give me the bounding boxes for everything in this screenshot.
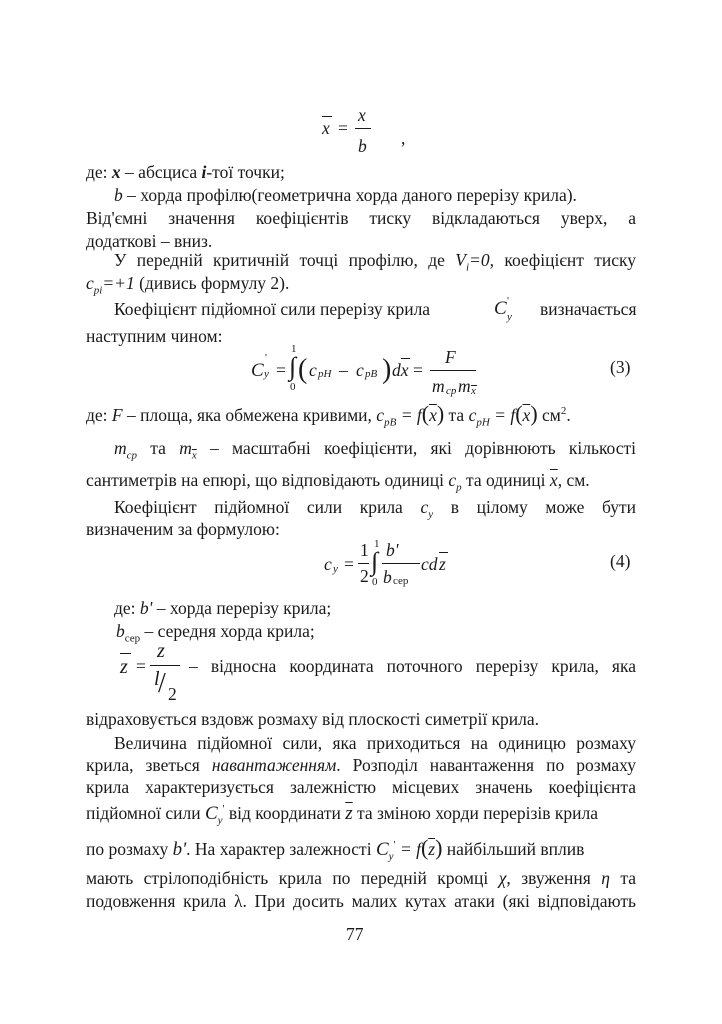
eq-lhs: x	[322, 118, 330, 138]
fraction-bar	[430, 370, 476, 371]
text-line: де: F – площа, яка обмежена кривими, $c_{pB} = f(\overline{x})$ та $c_{pH} = f(\overline{x})$ $см^2$.	[86, 401, 571, 429]
eq-equals: =	[338, 118, 348, 138]
text-line: Величина підйомної сили, яка приходиться на одиницю розмаху	[114, 733, 636, 753]
text-line: подовження крила λ. При досить малих кутах атаки (які відповідають	[86, 891, 636, 911]
text-line: У передній критичній точці профілю, де $V_i=0$, коефіцієнт тиску	[114, 250, 636, 274]
text-line: – відносна координата поточного перерізу крила, яка	[189, 656, 636, 676]
text-line: $b_{сер}$ – середня хорда крила;	[116, 621, 315, 645]
text-line: де: b' – хорда перерізу крила;	[114, 598, 332, 618]
eq-numerator: x	[358, 105, 366, 125]
text-line: де: x – абсциса i-тої точки;	[86, 162, 285, 182]
text-line: відраховується вздовж розмаху від плоскості симетрії крила.	[86, 709, 540, 729]
fraction-bar	[150, 665, 180, 666]
fraction-bar	[358, 563, 369, 564]
text-line: визначеним за формулою:	[86, 519, 280, 539]
text-line: по розмаху b'. На характер залежності $C_y' = f(\overline{z})$ найбільший вплив	[86, 835, 585, 863]
text-line: підйомної сили $C_y'$ від координати $\overline{z}$ та зміною хорди перерізів крила	[86, 803, 599, 827]
equation-number: (4)	[610, 551, 631, 571]
equation-number: (3)	[610, 357, 631, 377]
text-line: крила, зветься навантаженням. Розподіл навантаження по розмаху	[86, 755, 636, 775]
text-line: додаткові – вниз.	[86, 231, 213, 251]
text-line: крила характеризується залежністю місцевих значень коефіцієнта	[86, 777, 636, 797]
eq-comma: ,	[401, 128, 406, 148]
text-line: Коефіцієнт підйомної сили перерізу крила C y ' визначається	[114, 295, 637, 323]
text-line: Від'ємні значення коефіцієнтів тиску відкладаються уверх, а	[86, 208, 636, 228]
text-line: $c_{pi}=+1$ (дивись формулу 2).	[86, 273, 290, 297]
text-line: Коефіцієнт підйомної сили крила $c_y$ в цілому може бути	[114, 497, 637, 521]
text-line: b – хорда профілю(геометрична хорда даного перерізу крила).	[114, 185, 577, 205]
fraction-bar	[355, 128, 371, 129]
text-line: $m_{cp}$ та $m_{\overline{x}}$ – масштабні коефіцієнти, які дорівнюють кількості	[114, 438, 637, 462]
text-line: мають стрілоподібність крила по передній кромці χ, звуження η та	[86, 868, 636, 888]
eq-denominator: b	[358, 136, 367, 156]
fraction-bar	[382, 563, 420, 564]
text-line: сантиметрів на епюрі, що відповідають одиниці $c_p$ та одиниці $\overline{x}$, см.	[86, 470, 590, 494]
overbar	[322, 116, 332, 117]
text-line: наступним чином:	[86, 326, 223, 346]
document-page: x = x b , де: x – абсциса i-тої точки; b – хорда профілю(геометрична хорда даного перерізу крила). Від'ємні значення коефіцієнтів тиску відкладаються уверх, а додаткові – вниз. У передній критичній точці профілю, де $V_i=0$, коефіцієнт тиску $c_{pi}=+1$ (дивись формулу 2). Коефіцієнт підйомної сили перерізу крила C y ' визначається наступним чином: C y ' = 1 ∫ 0 ( c pH – c pB ) dx = F m cp m x (3) де: F – площа, яка обмежена кривими, $c_{pB} = f(\overline{x})$ та $c_{pH} = f(\overline{x})$ $см^2$. $m_{cp}$ та $m_{\overline{x}}$ – масштабні коефіцієнти, які дорівнюють кількості сантиметрів на епюрі, що відповідають одиниці $c_p$ та одиниці $\overline{x}$, см. Коефіцієнт підйомної сили крила $c_y$ в цілому може бути визначеним за формулою: c y = 1 2 1 ∫ 0 b' b сер cd z (4) де: b' – хорда перерізу крила; $b_{сер}$ – середня хорда крила; z = z l / 2 – відносна координата поточного перерізу крила, яка відраховується вздовж розмаху від плоскості симетрії крила. Величина підйомної сили, яка приходиться на одиницю розмаху крила, зветься навантаженням. Розподіл навантаження по розмаху крила характеризується залежністю місцевих значень коефіцієнта підйомної сили $C_y'$ від координати $\overline{z}$ та зміною хорди перерізів крила по розмаху b'. На характер залежності $C_y' = f(\overline{z})$ найбільший вплив мають стрілоподібність крила по передній кромці χ, звуження η та подовження крила λ. При досить малих кутах атаки (які відповідають 77	[0, 0, 722, 1024]
page-number: 77	[346, 924, 364, 944]
